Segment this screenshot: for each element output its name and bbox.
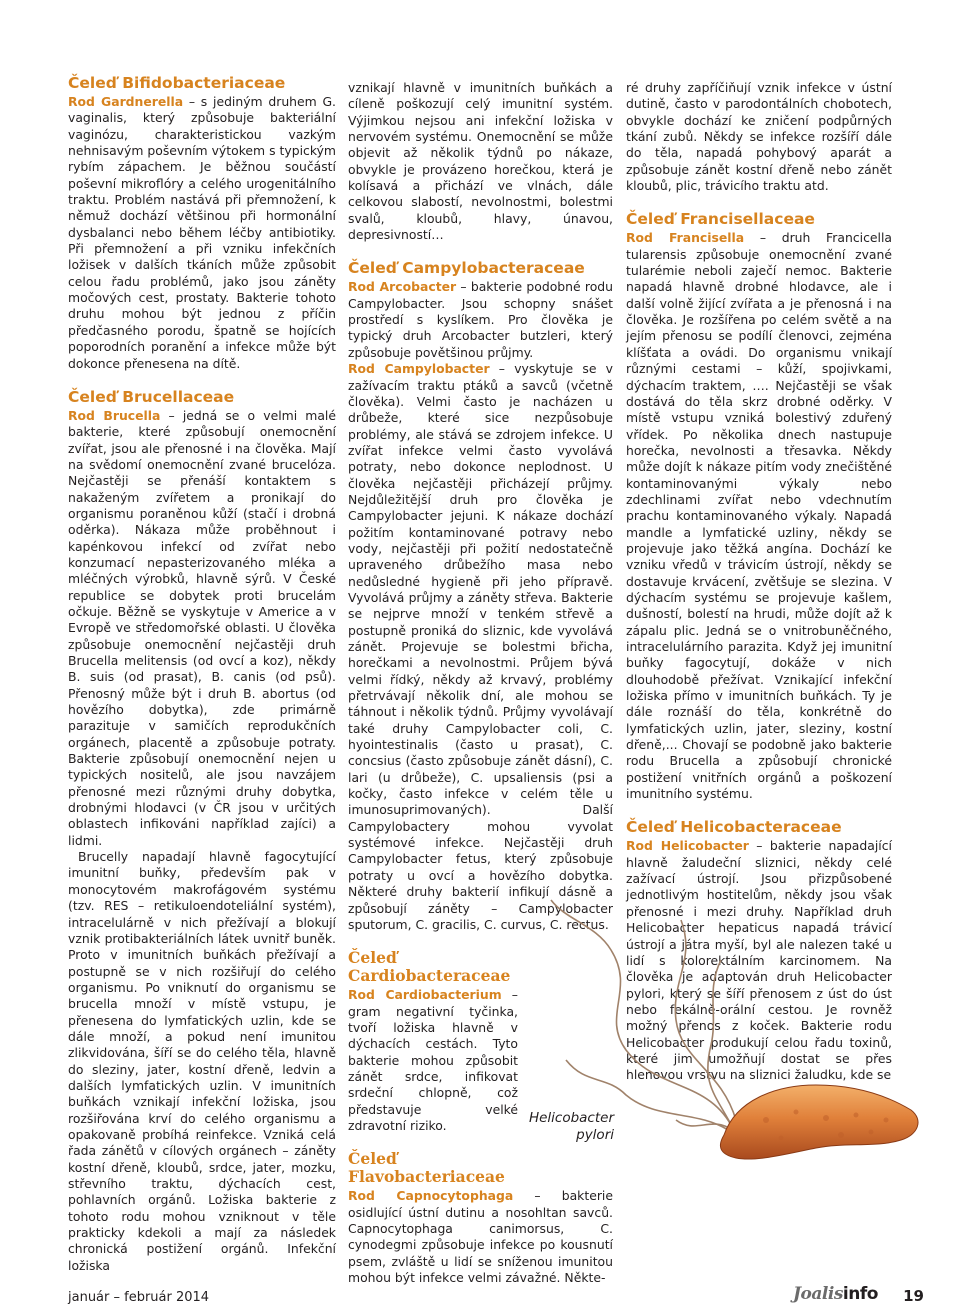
- flagella: [551, 900, 736, 1130]
- caption-line-2: pylori: [576, 1127, 614, 1143]
- paragraph-campylobacter: [348, 361, 613, 933]
- rod-capnocytophaga: Rod Capnocytophaga: [348, 1188, 514, 1204]
- heading-cardio-prefix: Čeleď: [348, 948, 397, 968]
- text-cardiobacterium: – gram negativní tyčinka, tvoří ložiska hlavně v dýchacích cestách. Tyto bakterie mohou způsobit zánět srdce, infikovat srdeční chlopně, což představuje velké zdravotní riziko.: [348, 987, 518, 1133]
- text-arcobacter: – bakterie podobné rodu Campylobacter. Jsou schopny snášet prostředí s kyslíkem. Pro člověka je typický druh Arcobacter butzleri, který způsobuje povětšinou průjmy.: [348, 279, 613, 360]
- text-francisella: – druh Francicella tularensis způsobuje onemocnění zvané tularémie neboli zaječí nemoc. Bakterie napadá hlavně drobné hlodavce, ale i další volně žijící zvířata a je přenosná i na člověka. Je rozšířena po celém světě a na jejím přenosu se podílí členovci, zejména klíšťata a ovádi. Do organismu vnikají různými cestami – kůží, spojivkami, dýchacím traktem, …. Nejčastěji se však dostává do těla skrz drobné oděrky. V místě vstupu vzniká bolestivý zduřený vřídek. Po několika dnech nastupuje horečka, nevolnosti a třesavka. Někdy může dojít k nákaze pitím vody znečištěné kontaminovanými výkaly nebo zdechlinami zvířat nebo vdechnutím prachu kontaminovaného výkaly. Napadá mandle a lymfatické uzliny, někdy se projevuje jako těžká angína. Dochází ke vzniku vředů v trávicím ústrojí, někdy se dostavuje krvácení, zvětšuje se slezina. V dýchacím systému se projevuje kašlem, dušností, bolestí na hrudi, může dojít až k zápalu plic. Jedná se o vnitrobuněčného, intracelulárního parazita. Když jej imunitní buňky fagocytují, dokáže v nich dlouhodobě přežívat. Vznikající infekční ložiska přímo v imunitních buňkách. Ty je dále roznáší do těla, konkrétně do lymfatických uzlin, jater, sleziny, kostní dřeně,... Chovají se podobně jako bakterie rodu Brucella a způsobují chronické postižení vnitřních orgánů a poškození imunitního systému.: [626, 230, 892, 802]
- footer-date: január – február 2014: [68, 1290, 210, 1305]
- flagellum-1: [551, 900, 731, 1125]
- illustration-caption: [520, 1110, 614, 1144]
- text-brucella: – jedná se o velmi malé bakterie, které způsobují onemocnění zvířat, jsou ale přenosné i na člověka. Mají na svědomí onemocnění zvané brucelóza. Nejčastěji se přenáší kontaktem s nakaženým zvířetem a pronikají do organismu poraněnou kůží (stačí i drobná oděrka). Nákaza může proběhnout i kapénkovou infekcí od zvířat nebo konzumací nepasterizovaného mléka a mléčných výrobků, hlavně sýrů. V České republice se dobytek proti brucelám očkuje. Běžně se vyskytuje v Americe a v Evropě ve středomořské oblasti. U člověka způsobuje onemocnění nejčastěji druh Brucella melitensis (od ovcí a koz), někdy B. suis (od prasat), B. canis (od psů). Přenosný může být i druh B. abortus (od hovězího dobytka), zde primárně parazituje v samičích reprodukčních orgánech, placentě a způsobuje potraty. Bakterie způsobují onemocnění nejen u typických nositelů, ale jsou navzájem přenosné mezi různými druhy dobytka, drobnými hlodavci (v ČR jsou v určitých oblastech infikováni například zajíci) a lidmi.: [68, 407, 336, 848]
- paragraph-francisella: [626, 230, 892, 802]
- text-capnocytophaga: – bakterie osidlující ústní dutinu a nosohltan savců. Capnocytophaga canimorsus, C. cynodegmi způsobuje infekce po kousnutí psem, zvláště u lidí se sníženou imunitou mohou být infekce velmi závažné. Někte-: [348, 1188, 613, 1285]
- heading-flavo-prefix: Čeleď: [348, 1149, 397, 1169]
- page-number: 19: [903, 1287, 924, 1305]
- heading-helicobacteraceae: Čeleď Helicobacteraceae: [626, 818, 842, 837]
- texture-dot: [823, 1115, 829, 1121]
- rod-gardnerella: Rod Gardnerella: [68, 94, 184, 109]
- texture-dot: [838, 1132, 844, 1138]
- heading-cardio-name: Cardiobacteraceae: [348, 966, 511, 986]
- text-campylobacter: – vyskytuje se v zažívacím traktu ptáků a savců (včetně člověka). Velmi často je nacházen u drůbeže, které sice nezpůsobuje problémy, ale stává se zdrojem infekce. U zvířat infekce velmi často vyvolává potraty, nebo dokonce neplodnost. U člověka nejčastěji přicházejí průjmy. Nejdůležitější druh pro člověka je Campylobacter jejuni. K nákaze dochází požitím kontaminované potravy nebo vody, nejčastěji při požití nedostatečně upraveného drůbežího masa nebo nedůsledné hygieně při jeho přípravě. Vyvolává průjmy a záněty střeva. Bakterie se nejprve množí v tenkém střevě a postupně proniká do sliznic, kde vyvolává zánět. Projevuje se bolestmi břicha, horečkami a nevolnostmi. Průjem bývá velmi řídký, někdy až krvavý, problémy přetrvávají několik dní, ale mohou se táhnout i několik týdnů. Průjmy vyvolávají také druhy Campylobacter coli, C. hyointestinalis (často u prasat), C. concsius (často způsobuje zánět dásní), C. lari (u drůbeže), C. upsaliensis (psi a kočky, často infekce v celém těle u imunosuprimovaných). Další Campylobactery mohou vyvolat systémové infekce. Nejčastěji druh Campylobacter fetus, který způsobuje potraty u ovcí a hovězího dobytka. Některé druhy bakterií infikují dásně a způsobují záněty – Campylobacter sputorum, C. gracilis, C. curvus, C. rectus.: [348, 361, 613, 932]
- rod-francisella: Rod Francisella: [626, 230, 745, 246]
- heading-campylobacteraceae: Čeleď Campylobacteraceae: [348, 259, 585, 278]
- heading-francisellaceae: Čeleď Francisellaceae: [626, 210, 815, 229]
- paragraph-arcobacter: [348, 279, 613, 361]
- heading-bifidobacteriaceae: Čeleď Bifidobacteriaceae: [68, 74, 286, 92]
- texture-dot: [779, 1136, 784, 1141]
- text-helicobacter: – bakterie napadající hlavně žaludeční sliznici, někdy celé zažívací ústrojí. Jsou přizpůsobené jednotlivým hostitelům, někdy jsou však přenosné i mezi druhy. Například druh Helicobacter hepaticus napadá trávicí ústrojí a játra myší, byl ale nalezen také u lidí s kolorektálním karcinomem. Na člověka je adaptován druh Helicobacter pylori, který se šíří přenosem z úst do úst nebo fekálně-orální cestou. Je rovněž možný přenos z koček. Bakterie rodu Helicobacter produkují celou řadu toxinů, které jim umožňují dostat se přes hlenovou vrstvu na sliznici žaludku, kde se: [626, 838, 893, 1083]
- text-gardnerella: – s jediným druhem G. vaginalis, který způsobuje bakteriální vaginózu, charakteristickou vazkým nehnisavým poševním výtokem s typickým rybím zápachem. Je běžnou součástí poševní mikroflóry a celého urogenitálního traktu. Problém nastává při přemnožení, k němuž dochází většinou při hormonální dysbalanci nebo během léčby antibiotiky. Při přemnožení a při vzniku infekčních ložisek v dalších tkáních může způsobit celou řadu problémů, jako jsou záněty močových cest, prostaty. Bakterie tohoto druhu mohou být jednou z příčin předčasného porodu, špatně se hojících poporodních poranění a infekce může být dokonce přenesena na dítě.: [68, 94, 336, 371]
- logo-info: info: [842, 1284, 878, 1304]
- rod-cardiobacterium: Rod Cardiobacterium: [348, 987, 502, 1003]
- texture-dot: [763, 1117, 769, 1123]
- heading-flavo-name: Flavobacteriaceae: [348, 1167, 505, 1187]
- paragraph-capnocytophaga: [348, 1188, 613, 1286]
- flagellum-2: [675, 920, 736, 1120]
- rod-helicobacter: Rod Helicobacter: [626, 838, 749, 854]
- texture-dot: [884, 1118, 889, 1123]
- paragraph-cardiobacterium: [348, 987, 518, 1134]
- paragraph-gardnerella: [68, 94, 336, 372]
- heading-brucellaceae: Čeleď Brucellaceae: [68, 387, 235, 406]
- logo-joalis: Joalis: [793, 1284, 843, 1304]
- column-1: [68, 74, 336, 1274]
- texture-dot: [869, 1130, 874, 1135]
- flagellum-5: [676, 1120, 732, 1130]
- paragraph-continuation-3: ré druhy zapříčiňují vznik infekce v ústní dutině, často v parodontálních chobotech, obvykle dochází ke zničení podpůrných tkání zubů. Někdy se infekce rozšíří dále do těla, napadá pohybový aparát a způsobuje zánět kostní dřeně nebo zánět kloubů, plic, trávicího traktu atd.: [626, 80, 892, 194]
- rod-campylobacter: Rod Campylobacter: [348, 361, 490, 377]
- paragraph-brucelly: Brucelly napadají hlavně fagocytující imunitní buňky, především pak v monocytovém makrofágovém systému (tzv. RES – retikuloendoteliální systém), intracelulárně v nich přežívají a blokují vznik protibakteriálních látek uvnitř buněk. Proto v imunitních buňkách přežívají a postupně se v nich rozšiřují do celého organismu. Po vniknutí do organismu se brucella množí v místě vstupu, je přenesena do lymfatických uzlin, kde se dále množí, a pokud není imunitou zlikvidována, šíří se do celého těla, hlavně do sleziny, jater, kostní dřeně, ledvin a dalších lymfatických uzlin. V imunitních buňkách vznikají infekční ložiska, jsou rozšiřována krví do celého organismu a opakovaně probíhá reinfekce. Vzniká celá řada zánětů v cílových orgánech – záněty kostní dřeně, kloubů, srdce, jater, mozku, střevního traktu, dýchacích cest, pohlavních orgánů. Ložiska bakterie z tohoto rodu mohou vzniknout v těle prakticky kdekoli a mají za následek chronická postižení orgánů. Infekční ložiska: [68, 849, 336, 1273]
- joalis-info-logo: [793, 1284, 878, 1304]
- paragraph-continuation: vznikají hlavně v imunitních buňkách a cíleně poškozují celý imunitní systém. Výjimkou nejsou ani infekční ložiska v nervovém systému. Onemocnění se může objevit až několik týdnů po nákaze, obvykle je provázeno horečkou, která je kolísavá a přichází ve vlnách, dále celkovou slabostí, nevolnostmi, bolestmi svalů, kloubů, hlavy, únavou, depresivností…: [348, 80, 613, 243]
- rod-arcobacter: Rod Arcobacter: [348, 279, 457, 295]
- texture-dot: [794, 1110, 799, 1115]
- caption-line-1: Helicobacter: [528, 1110, 614, 1126]
- bacterium-body: [720, 1085, 918, 1159]
- texture-dot: [854, 1113, 859, 1118]
- paragraph-brucella: [68, 408, 336, 849]
- rod-brucella: Rod Brucella: [68, 407, 161, 423]
